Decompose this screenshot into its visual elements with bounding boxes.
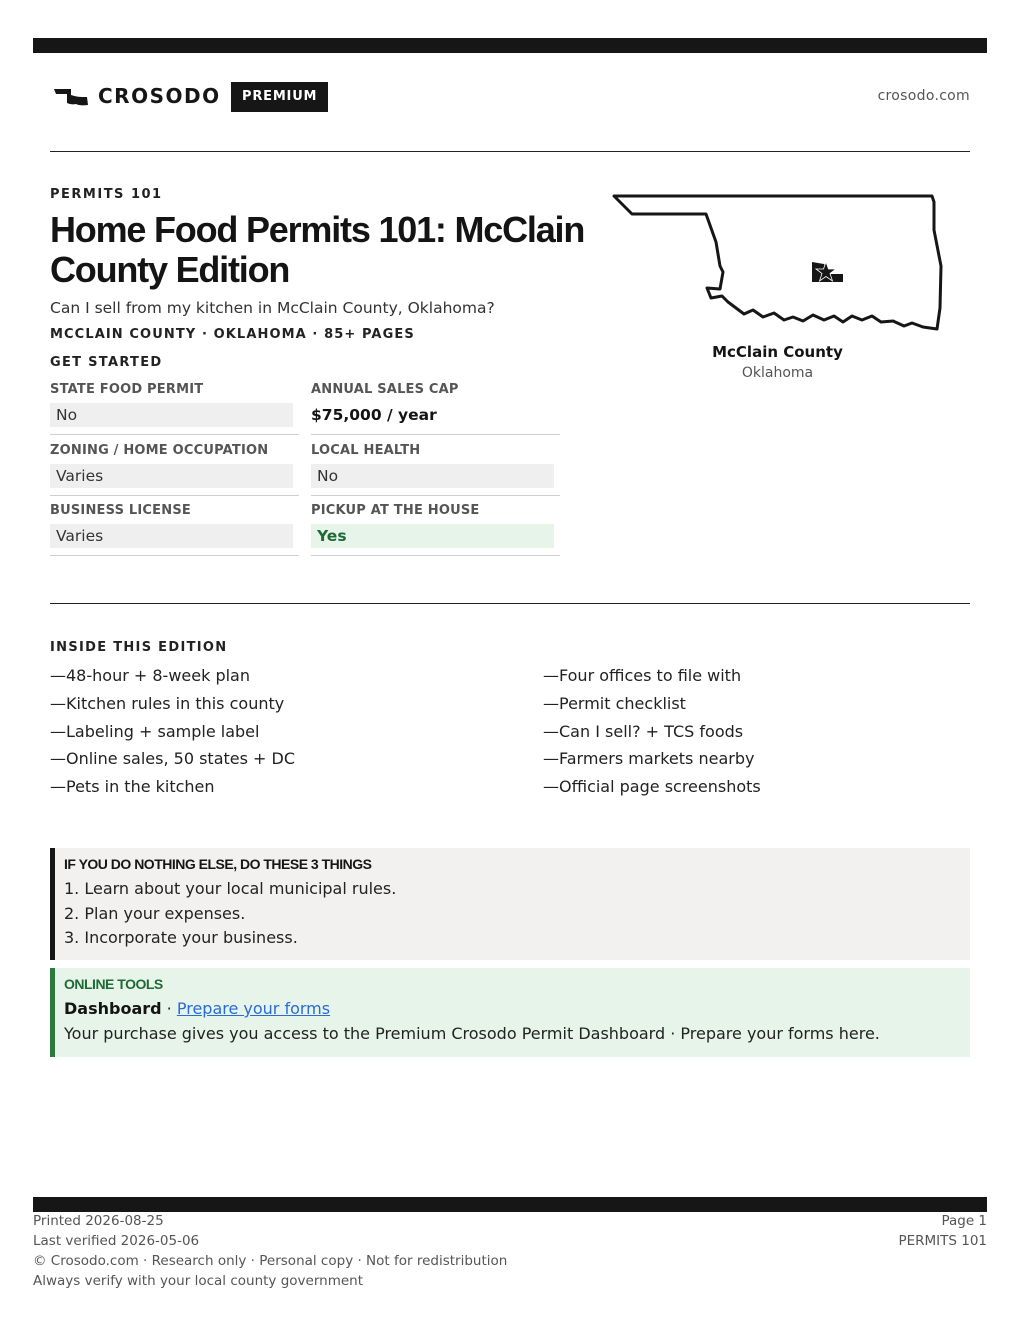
cell-label: STATE FOOD PERMIT	[50, 382, 204, 397]
printed-date: Printed 2026-08-25	[33, 1213, 164, 1229]
brand-name: CROSODO	[98, 84, 221, 108]
cell-zoning	[50, 443, 299, 496]
get-started-heading: GET STARTED	[50, 355, 163, 370]
dashboard-description: Your purchase gives you access to the Premium Crosodo Permit Dashboard · Prepare your forms here.	[64, 1023, 880, 1043]
cell-label: LOCAL HEALTH	[311, 443, 421, 458]
cell-label: ANNUAL SALES CAP	[311, 382, 459, 397]
premium-badge: PREMIUM	[231, 82, 328, 112]
prepare-forms-link[interactable]: Prepare your forms	[176, 999, 331, 1018]
top-bar	[33, 38, 987, 53]
oklahoma-outline	[614, 196, 941, 329]
footer-section: PERMITS 101	[898, 1233, 987, 1249]
cell-value: Yes	[311, 524, 554, 548]
toc-item[interactable]: —Permit checklist	[543, 694, 686, 713]
do-these-callout	[50, 848, 970, 960]
toc-item[interactable]: —Can I sell? + TCS foods	[543, 722, 744, 741]
toc-item[interactable]: —Pets in the kitchen	[50, 777, 215, 796]
dashboard-line	[64, 997, 970, 1022]
page-subtitle: Can I sell from my kitchen in McClain County, Oklahoma?	[50, 299, 495, 317]
verified-date: Last verified 2026-05-06	[33, 1233, 200, 1249]
cell-annual-sales-cap	[311, 382, 560, 435]
separator: ·	[161, 999, 177, 1018]
cell-value: No	[311, 464, 554, 488]
callout-item: 2. Plan your expenses.	[64, 903, 246, 923]
site-url[interactable]: crosodo.com	[877, 88, 970, 104]
toc-item[interactable]: —Four offices to file with	[543, 666, 742, 685]
header	[50, 80, 970, 114]
page-number: Page 1	[941, 1213, 987, 1229]
toc-item[interactable]: —Farmers markets nearby	[543, 749, 755, 768]
map-county-label: McClain County	[712, 343, 843, 361]
cell-state-food-permit	[50, 382, 299, 435]
bottom-bar	[33, 1197, 987, 1212]
header-divider	[50, 151, 970, 152]
edition-meta: MCCLAIN COUNTY · OKLAHOMA · 85+ PAGES	[50, 327, 415, 342]
cell-business-license	[50, 503, 299, 556]
cell-value: Varies	[50, 464, 293, 488]
oklahoma-map	[610, 190, 946, 338]
online-tools-callout	[50, 968, 970, 1057]
cell-label: ZONING / HOME OCCUPATION	[50, 443, 269, 458]
cell-pickup-at-house	[311, 503, 560, 556]
section-divider	[50, 603, 970, 604]
toc-item[interactable]: —Labeling + sample label	[50, 722, 260, 741]
copyright: © Crosodo.com · Research only · Personal copy · Not for redistribution	[33, 1253, 508, 1269]
cell-label: PICKUP AT THE HOUSE	[311, 503, 480, 518]
cell-value: No	[50, 403, 293, 427]
cell-label: BUSINESS LICENSE	[50, 503, 191, 518]
callout-title: IF YOU DO NOTHING ELSE, DO THESE 3 THINGS	[64, 856, 372, 872]
toc-item[interactable]: —Kitchen rules in this county	[50, 694, 285, 713]
toc-item[interactable]: —Official page screenshots	[543, 777, 761, 796]
page-title: Home Food Permits 101: McClain County Edition	[50, 209, 585, 290]
callout-title: ONLINE TOOLS	[64, 976, 163, 992]
inside-heading: INSIDE THIS EDITION	[50, 640, 228, 655]
toc-item[interactable]: —Online sales, 50 states + DC	[50, 749, 296, 768]
callout-item: 1. Learn about your local municipal rules.	[64, 879, 397, 898]
dashboard-label: Dashboard	[64, 999, 162, 1018]
oklahoma-logo-icon	[54, 88, 88, 106]
callout-item: 3. Incorporate your business.	[64, 928, 298, 947]
toc-item[interactable]: —48-hour + 8-week plan	[50, 666, 250, 685]
eyebrow: PERMITS 101	[50, 187, 163, 202]
map-state-label: Oklahoma	[741, 365, 814, 381]
cell-local-health	[311, 443, 560, 496]
cell-value: $75,000 / year	[311, 406, 437, 424]
verify-note: Always verify with your local county government	[33, 1273, 363, 1289]
cell-value: Varies	[50, 524, 293, 548]
